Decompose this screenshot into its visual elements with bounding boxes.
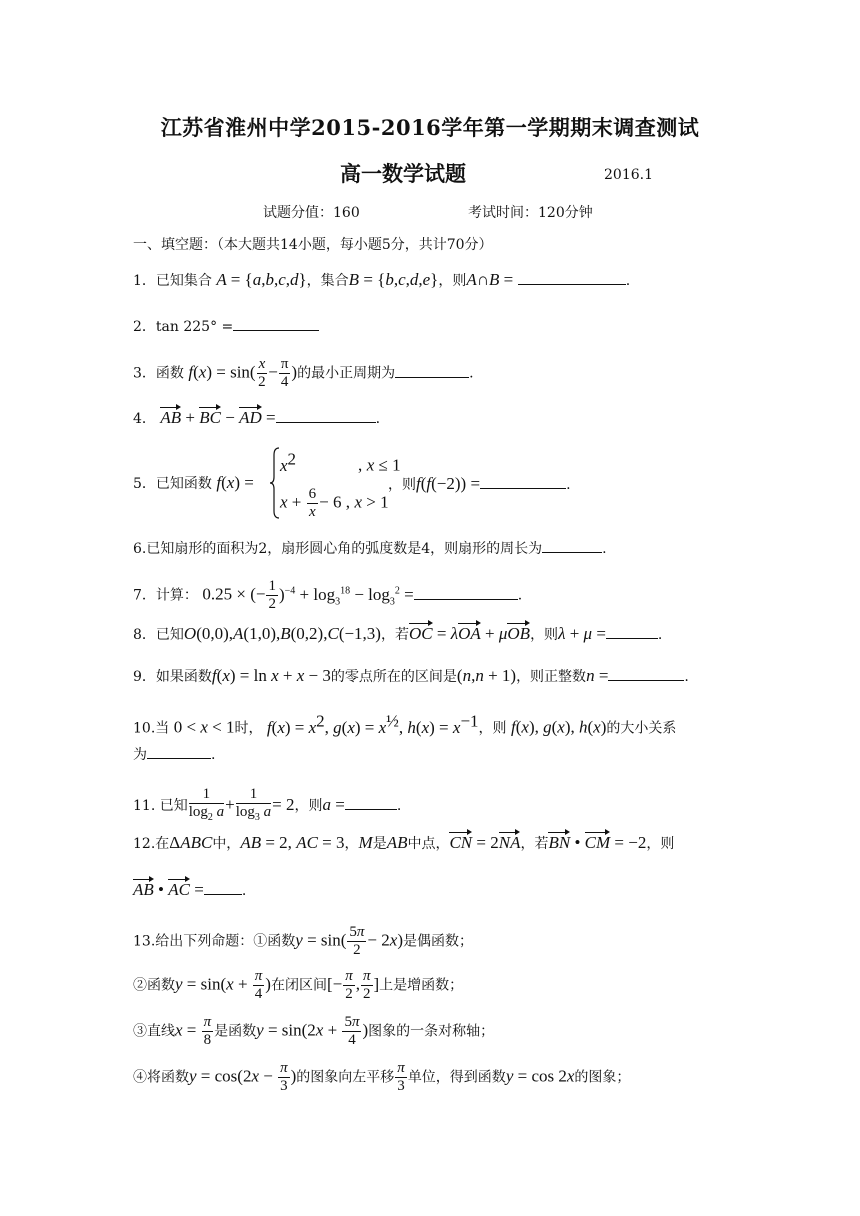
question-text: 图象的一条对称轴； <box>368 1023 495 1040</box>
vector-bc: BC <box>199 408 221 427</box>
question-text: 的图象向左平移 <box>296 1069 395 1086</box>
question-5 <box>133 474 254 493</box>
vector-ad: AD <box>239 408 262 427</box>
question-number: 7． <box>133 587 156 604</box>
question-text: 上是增函数； <box>379 977 464 994</box>
question-text: 在 <box>155 836 170 852</box>
question-text: 6.已知扇形的面积为2，扇形圆心角的弧度数是4，则扇形的周长为 <box>133 541 543 557</box>
vector-ob: OB <box>507 624 531 643</box>
answer-blank[interactable] <box>518 270 626 285</box>
vector-bn: BN <box>548 833 571 852</box>
question-text: 已知 <box>155 627 184 643</box>
fraction: $\frac{\pi}{2}$ <box>345 968 353 1002</box>
math-expression: f(x) = <box>216 473 254 492</box>
question-10: 10.当 0 < x < 1时， $f(x) = x^2$, $g(x) = x^{\frac{1}{2}}$, $h(x) = x^{-1}$，则 f(x), g(x), h(x)的大小关系 <box>133 711 677 737</box>
question-4: 4． AB + BC − AD = . <box>133 408 381 427</box>
question-number: 1． <box>133 273 156 289</box>
question-text: 计算： <box>155 587 198 604</box>
question-text: ，则正整数 <box>516 669 587 685</box>
vector-cn: CN <box>449 833 473 852</box>
question-text: 在闭区间 <box>270 977 327 994</box>
fraction: $\frac{\pi}{3}$ <box>397 1060 405 1094</box>
question-text: 的最小正周期为 <box>297 365 396 382</box>
question-text: ，则 <box>438 273 467 289</box>
question-text: ，则 <box>294 798 323 814</box>
answer-blank[interactable] <box>542 538 602 553</box>
question-number: 9． <box>133 669 156 685</box>
exam-subtitle: 高一数学试题 <box>340 161 466 186</box>
question-text: ④将函数 <box>133 1069 189 1086</box>
question-7: 7．计算： 0.25 × (− $\frac{1}{2}$ )$^{-4} + \log_3^{18} - \log_3^2$ = . <box>133 578 523 612</box>
exam-title: 江苏省淮州中学2015-2016学年第一学期期末调查测试 <box>160 115 700 140</box>
question-text: 已知 <box>159 798 188 814</box>
answer-blank[interactable] <box>276 408 376 423</box>
vector-ab: AB <box>133 880 154 899</box>
question-text: ，集合 <box>306 273 349 289</box>
vector-oc: OC <box>408 624 433 643</box>
question-1: 1．已知集合 A = {a,b,c,d}，集合B = {b,c,d,e}，则A∩B = . <box>133 270 631 289</box>
fraction: $\frac{\pi}{4}$ <box>280 356 289 390</box>
vector-oa: OA <box>458 624 481 643</box>
question-text: 的大小关系 <box>606 720 677 737</box>
question-8: 8．已知O(0,0),A(1,0),B(0,2),C(−1,3)，若OC = λOA + μOB，则λ + μ = . <box>133 624 663 643</box>
question-text: 给出下列命题：①函数 <box>155 933 296 950</box>
math-expression: A∩B = <box>466 270 514 289</box>
fraction: $\frac{\pi}{8}$ <box>203 1014 212 1048</box>
math-expression: $f(x) = x^2$, $g(x) = x^{\frac{1}{2}}$, $h(x) = x^{-1}$ <box>266 711 479 737</box>
fraction: $\frac{5\pi}{2}$ <box>349 924 365 958</box>
fraction: $\frac{1}{2}$ <box>268 578 276 612</box>
question-text: 中， <box>212 836 241 852</box>
fraction: $\frac{1}{\log_2 a}$ <box>188 786 225 823</box>
question-text: 是偶函数； <box>402 933 473 950</box>
question-12: 12.在ΔABC中，AB = 2, AC = 3，M是AB中点，CN = 2NA，若BN • CM = −2，则 <box>133 833 675 852</box>
fraction: $\frac{5\pi}{4}$ <box>344 1014 360 1048</box>
question-number: 10. <box>133 720 156 737</box>
answer-blank[interactable] <box>147 744 211 759</box>
fraction: $\frac{1}{\log_3 a}$ <box>235 786 272 823</box>
question-text: 当 <box>155 720 170 737</box>
vector-cm: CM <box>584 833 611 852</box>
question-text: ②函数 <box>133 977 175 994</box>
question-text: 为 <box>133 747 147 763</box>
answer-blank[interactable] <box>233 316 319 331</box>
answer-blank[interactable] <box>608 666 684 681</box>
answer-blank[interactable] <box>204 880 242 895</box>
question-10-cont: 为 . <box>133 744 215 764</box>
question-6: 6.已知扇形的面积为2，扇形圆心角的弧度数是4，则扇形的周长为 . <box>133 538 607 558</box>
fraction: $\frac{6}{x}$ <box>308 486 317 520</box>
question-text: ，则 <box>646 836 675 852</box>
question-number: 11. <box>133 798 156 814</box>
question-text: ③直线 <box>133 1023 175 1040</box>
fraction: $\frac{\pi}{2}$ <box>362 968 371 1002</box>
time-info: 考试时间：120分钟 <box>468 205 593 221</box>
math-expression: f(x) = ln x + x − 3 <box>211 666 331 685</box>
math-expression: B = {b,c,d,e} <box>348 270 439 289</box>
answer-blank[interactable] <box>395 363 469 378</box>
question-number: 12. <box>133 836 156 852</box>
question-text: ，若 <box>520 836 549 852</box>
question-number: 2． <box>133 319 156 335</box>
question-text: 时， <box>234 720 263 737</box>
proposition-3: ③直线x = $\frac{\pi}{8}$ 是函数y = sin(2x + $\frac{5\pi}{4}$ )图象的一条对称轴； <box>133 1014 495 1048</box>
vector-ac: AC <box>168 880 190 899</box>
fraction: $\frac{x}{2}$ <box>258 356 266 390</box>
question-number: 3． <box>133 365 156 382</box>
answer-blank[interactable] <box>480 474 566 489</box>
question-text: tan 225° = <box>155 319 234 335</box>
question-number: 13. <box>133 933 156 950</box>
question-5-ask: ，则f(f(−2)) = . <box>388 474 571 493</box>
question-12-cont: AB • AC = . <box>133 880 247 899</box>
question-9: 9．如果函数f(x) = ln x + x − 3的零点所在的区间是(n,n + 1)，则正整数n = . <box>133 666 689 685</box>
proposition-2: ②函数y = sin(x + $\frac{\pi}{4}$ )在闭区间[− $\frac{\pi}{2}$ , $\frac{\pi}{2}$ ]上是增函数； <box>133 968 464 1002</box>
question-text: ，则 <box>388 477 416 493</box>
fraction: $\frac{\pi}{4}$ <box>254 968 263 1002</box>
math-expression: O(0,0),A(1,0),B(0,2),C(−1,3) <box>183 624 381 643</box>
piecewise-case-1: $x^2$ , x ≤ 1 <box>280 449 401 475</box>
question-text: ，则 <box>478 720 507 737</box>
question-text: ，若 <box>380 627 409 643</box>
question-text: 的零点所在的区间是 <box>330 669 457 685</box>
question-text: 是函数 <box>214 1023 257 1040</box>
question-3: 3．函数 f(x) = sin( $\frac{x}{2}$ − $\frac{\pi}{4}$ )的最小正周期为 . <box>133 356 474 390</box>
section-heading: 一、填空题：（本大题共14小题，每小题5分，共计70分） <box>133 237 493 253</box>
answer-blank[interactable] <box>345 795 397 810</box>
piecewise-case-2: x + $\frac{6}{x}$ − 6 , x > 1 <box>280 486 389 520</box>
question-number: 5． <box>133 476 156 492</box>
proposition-4: ④将函数y = cos(2x − $\frac{\pi}{3}$ )的图象向左平移 $\frac{\pi}{3}$ 单位，得到函数y = cos 2x的图象； <box>133 1060 631 1094</box>
question-text: ，则 <box>530 627 559 643</box>
question-text: ， <box>344 836 359 852</box>
question-text: 已知集合 <box>155 273 212 289</box>
math-expression: A = {a,b,c,d} <box>216 270 307 289</box>
answer-blank[interactable] <box>414 585 518 600</box>
question-text: 是 <box>372 836 387 852</box>
vector-na: NA <box>498 833 521 852</box>
question-text: 中点， <box>407 836 450 852</box>
question-text: 如果函数 <box>155 669 212 685</box>
question-text: 已知函数 <box>155 476 212 492</box>
vector-ab: AB <box>160 408 182 427</box>
score-info: 试题分值：160 <box>263 205 360 221</box>
question-text: 单位，得到函数 <box>407 1069 506 1086</box>
question-text: 的图象； <box>574 1069 631 1086</box>
answer-blank[interactable] <box>606 624 658 639</box>
question-2 <box>133 316 319 336</box>
left-brace-icon <box>270 447 280 519</box>
exam-date: 2016.1 <box>604 167 653 183</box>
question-11: 11. 已知 $\frac{1}{\log_2 a}$ + $\frac{1}{\log_3 a}$ = 2，则a = . <box>133 786 401 826</box>
math-expression: f(x) = sin( <box>188 362 256 382</box>
question-13: 13.给出下列命题：①函数y = sin( $\frac{5\pi}{2}$ − 2x)是偶函数； <box>133 924 473 958</box>
math-expression: 0.25 × (− <box>202 584 266 604</box>
question-number: 8． <box>133 627 156 643</box>
question-number: 4． <box>133 411 156 427</box>
question-text: 函数 <box>155 365 184 382</box>
fraction: $\frac{\pi}{3}$ <box>280 1060 288 1094</box>
